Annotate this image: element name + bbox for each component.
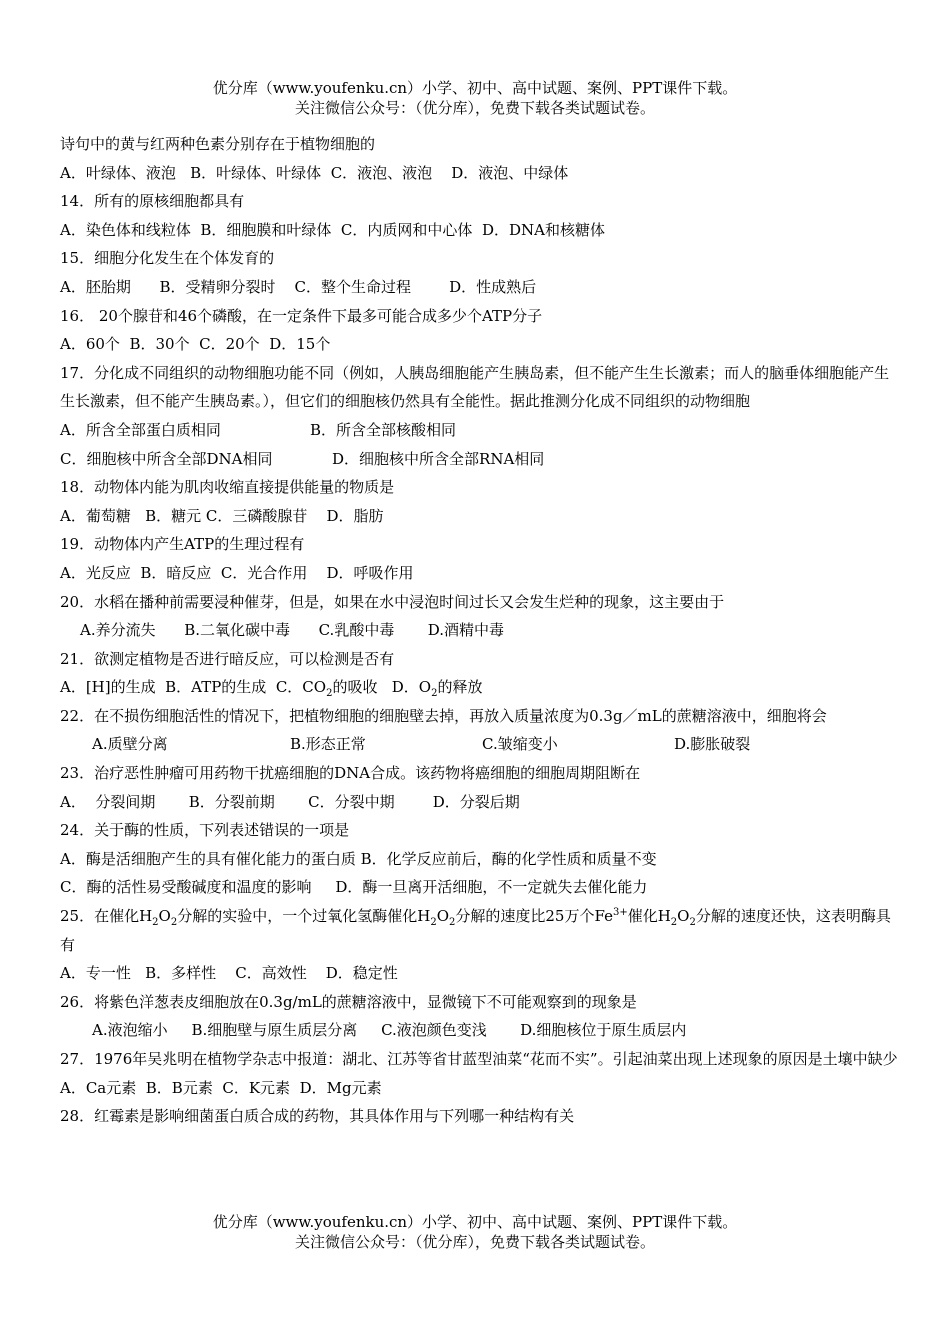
q25-stem-part: 分解的速度还快，这表明酶具有 <box>60 907 891 954</box>
q16-stem: 16． 20个腺苷和46个磷酸，在一定条件下最多可能合成多少个ATP分子 <box>60 306 543 325</box>
q27-stem: 27．1976年吴兆明在植物学杂志中报道：湖北、江苏等省甘蓝型油菜“花而不实”。引起油菜出现上述现象的原因是土壤中缺少 <box>60 1050 898 1068</box>
q26-stem: 26．将紫色洋葱表皮细胞放在0.3g/mL的蔗糖溶液中，显微镜下不可能观察到的现象是 <box>60 992 637 1011</box>
q25-stem-part: 25．在催化H <box>60 907 153 926</box>
q20-options: A.养分流失 B.二氧化碳中毒 C.乳酸中毒 D.酒精中毒 <box>80 621 504 640</box>
q22-option-a: A.质壁分离 <box>92 735 168 754</box>
q20-stem: 20．水稻在播种前需要浸种催芽，但是，如果在水中浸泡时间过长又会发生烂种的现象，这主要由于 <box>60 592 725 611</box>
q25-stem-part: 催化H <box>627 907 671 926</box>
q19-options: A．光反应 B．暗反应 C．光合作用 D．呼吸作用 <box>60 563 414 582</box>
q22-option-c: C.皱缩变小 <box>482 735 558 754</box>
q24-options-2: C．酶的活性易受酸碱度和温度的影响 D．酶一旦离开活细胞，不一定就失去催化能力 <box>60 878 648 897</box>
header-line-2: 关注微信公众号：（优分库），免费下载各类试题试卷。 <box>294 99 655 117</box>
q25-sub: 2 <box>430 917 437 929</box>
q25-sub: 2 <box>170 917 178 929</box>
footer-line-1: 优分库（www.youfenku.cn）小学、初中、高中试题、案例、PPT课件下载。 <box>212 1213 738 1231</box>
q25-sup: 3+ <box>612 907 628 919</box>
q26-options: A.液泡缩小 B.细胞壁与原生质层分离 C.液泡颜色变浅 D.细胞核位于原生质层内 <box>92 1021 687 1040</box>
q17-options-row-2 <box>60 445 900 474</box>
q17-option-d: D．细胞核中所含全部RNA相同 <box>332 449 545 468</box>
q23-stem: 23．治疗恶性肿瘤可用药物干扰癌细胞的DNA合成。该药物将癌细胞的细胞周期阻断在 <box>60 764 641 783</box>
q21-stem: 21．欲测定植物是否进行暗反应，可以检测是否有 <box>60 649 395 668</box>
q21-options-d: 的释放 <box>437 678 483 697</box>
q25-sub: 2 <box>670 917 678 929</box>
q17-option-a: A．所含全部蛋白质相同 <box>60 420 221 439</box>
footer-line-2: 关注微信公众号：（优分库），免费下载各类试题试卷。 <box>294 1233 655 1251</box>
q21-options-b: 的吸收 D．O <box>332 678 432 697</box>
q22-options <box>60 730 900 759</box>
page-header <box>0 78 950 118</box>
q18-stem: 18．动物体内能为肌肉收缩直接提供能量的物质是 <box>60 478 395 497</box>
q17-option-c: C．细胞核中所含全部DNA相同 <box>60 449 273 468</box>
q25-stem-part: O <box>158 907 171 926</box>
q13-options: A．叶绿体、液泡 B．叶绿体、叶绿体 C．液泡、液泡 D．液泡、中绿体 <box>60 163 569 182</box>
q25-stem-part: O <box>436 907 450 926</box>
q17-stem: 17．分化成不同组织的动物细胞功能不同（例如，人胰岛细胞能产生胰岛素，但不能产生生长激素；而人的脑垂体细胞能产生生长激素，但不能产生胰岛素。），但它们的细胞核仍然具有全能性。据此推测分化成不同组织的动物细胞 <box>60 363 890 411</box>
q14-options: A．染色体和线粒体 B．细胞膜和叶绿体 C．内质网和中心体 D．DNA和核糖体 <box>60 220 605 239</box>
q22-option-b: B.形态正常 <box>290 735 366 754</box>
q25-options: A．专一性 B．多样性 C．高效性 D．稳定性 <box>60 964 398 983</box>
q25-sub: 2 <box>689 917 696 929</box>
q22-option-d: D.膨胀破裂 <box>674 735 751 754</box>
q16-options: A．60个 B．30个 C．20个 D．15个 <box>60 335 331 354</box>
q28-stem: 28．红霉素是影响细菌蛋白质合成的药物，其具体作用与下列哪一种结构有关 <box>60 1107 575 1126</box>
q17-options-row-1 <box>60 416 900 445</box>
q25-sub: 2 <box>152 917 159 929</box>
q21-options <box>60 673 900 702</box>
q15-options: A．胚胎期 B．受精卵分裂时 C．整个生命过程 D．性成熟后 <box>60 277 537 296</box>
q24-options-1: A．酶是活细胞产生的具有催化能力的蛋白质 B．化学反应前后，酶的化学性质和质量不变 <box>60 849 657 868</box>
q19-stem: 19．动物体内产生ATP的生理过程有 <box>60 535 305 554</box>
q25-stem-part: 分解的速度比25万个Fe <box>455 907 613 926</box>
q24-stem: 24．关于酶的性质，下列表述错误的一项是 <box>60 821 350 840</box>
q15-stem: 15．细胞分化发生在个体发育的 <box>60 249 275 268</box>
q25-stem-part: 分解的实验中，一个过氧化氢酶催化H <box>177 907 431 926</box>
q21-options-a: A．[H]的生成 B．ATP的生成 C．CO <box>60 678 327 697</box>
page-footer <box>0 1212 950 1252</box>
q23-options: A． 分裂间期 B．分裂前期 C．分裂中期 D．分裂后期 <box>60 792 520 811</box>
q27-options: A．Ca元素 B．B元素 C．K元素 D．Mg元素 <box>60 1078 382 1097</box>
q25-stem <box>60 902 900 959</box>
q18-options: A．葡萄糖 B．糖元 C．三磷酸腺苷 D．脂肪 <box>60 506 384 525</box>
header-line-1: 优分库（www.youfenku.cn）小学、初中、高中试题、案例、PPT课件下载。 <box>212 79 738 97</box>
q25-stem-part: O <box>677 907 690 926</box>
q17-option-b: B．所含全部核酸相同 <box>310 420 457 439</box>
q22-stem: 22．在不损伤细胞活性的情况下，把植物细胞的细胞壁去掉，再放入质量浓度为0.3g／mL的蔗糖溶液中，细胞将会 <box>60 706 827 725</box>
q13-stem: 诗句中的黄与红两种色素分别存在于植物细胞的 <box>60 135 376 153</box>
q21-sub-2: 2 <box>431 688 438 700</box>
question-list <box>60 130 900 1131</box>
q21-sub-1: 2 <box>326 688 333 700</box>
q25-sub: 2 <box>449 917 456 929</box>
q14-stem: 14．所有的原核细胞都具有 <box>60 192 245 211</box>
